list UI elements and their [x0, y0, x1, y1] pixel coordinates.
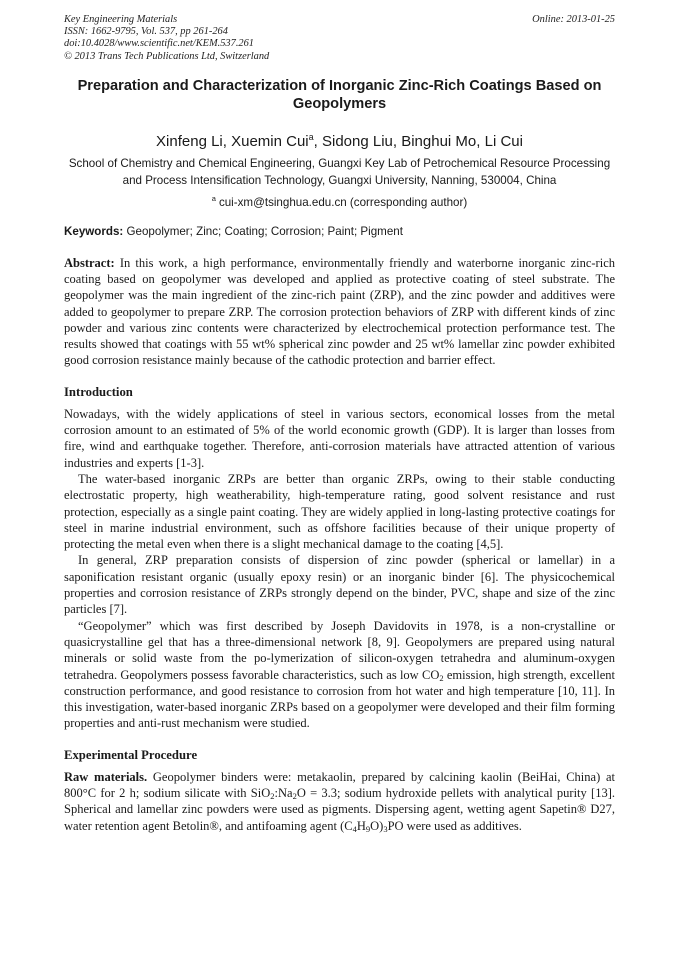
email-mark: a: [211, 193, 216, 203]
raw-text-3: O = 3.3; sodium hydroxide pellets with analytical purity [13]. Spherical and lamellar zinc powders were used as pigments. Dispersing agent, wetting agent Sapetin® D27, water retention agent Betolin®, and antifoaming agent (C: [64, 785, 615, 833]
subscript: 2: [270, 790, 275, 801]
subscript: 9: [365, 823, 371, 834]
author-affil-mark: a: [308, 131, 314, 142]
paper-title: Preparation and Characterization of Inorganic Zinc-Rich Coatings Based on Geopolymers: [77, 77, 602, 113]
author-list: [64, 128, 615, 151]
email-text[interactable]: cui-xm@tsinghua.edu.cn (corresponding author): [218, 195, 468, 209]
raw-text-2: :Na: [274, 785, 293, 800]
intro-p4-part-b: emission, high strength, excellent construction performance, and good resistance to corrosion from hot water and high temperature [10, 11]. In this investigation, water-based inorganic ZRPs based on a geopolymer were developed and their film forming properties and anti-rust mechanism were studied.: [64, 667, 615, 731]
abstract-text: In this work, a high performance, environmentally friendly and waterborne inorganic zinc-rich coating based on geopolymer was developed and applied as protective coating of steel substrate. The geopolymer was the main ingredient of the zinc-rich paint (ZRP), and the zinc powder and additives were added to geopolymer to prepare ZRP. The corrosion protection behaviors of ZRP with different kinds of zinc powder and various zinc contents were characterized by electrochemical protection performance test. The results showed that coatings with 55 wt% spherical zinc powder and 25 wt% lamellar zinc powder exhibited good corrosion resistance mainly because of the cathodic protection and barrier effect.: [64, 255, 615, 368]
running-header: [64, 14, 615, 63]
affiliation: School of Chemistry and Chemical Engineering, Guangxi Key Lab of Petrochemical Resource Processing and Process Intensification Technology, Guangxi University, Nanning, 530004, China: [68, 156, 611, 187]
intro-paragraph-3: In general, ZRP preparation consists of dispersion of zinc powder (spherical or lamellar) in a saponification resistant organic (usually epoxy resin) or an inorganic binder [6]. The physicochemical properties and corrosion resistance of ZRPs strongly depend on the binder, PVC, shape and size of the zinc particles [7].: [64, 553, 615, 617]
intro-paragraph-2: The water-based inorganic ZRPs are better than organic ZRPs, owing to their stable conducting electrostatic property, high weatherability, high-temperature rating, good solvent resistance and rust protection, especially as a single paint coating. They are widely applied in long-lasting protective coatings for steel in marine industrial environment, such as offshore facilities because of their unique property of protecting the metal even when there is a slight mechanical damage to the coating [4,5].: [64, 471, 615, 552]
keywords-text: Geopolymer; Zinc; Coating; Corrosion; Paint; Pigment: [126, 224, 403, 238]
online-date: Online: 2013-01-25: [532, 14, 615, 25]
keywords-label: Keywords:: [64, 224, 124, 238]
copyright-line: © 2013 Trans Tech Publications Ltd, Switzerland: [64, 50, 270, 62]
keywords: [64, 224, 615, 240]
raw-text-6: PO were used as additives.: [387, 818, 522, 833]
subscript: 3: [383, 823, 388, 834]
experimental-heading: Experimental Procedure: [64, 747, 198, 762]
intro-p4-part-a: “Geopolymer” which was first described by Joseph Davidovits in 1978, is a non-crystalline or quasicrystalline gel that has a three-dimensional network [8, 9]. Geopolymers are prepared using natural minerals or solid waste from the po-lymerization of silicon-oxygen tetrahedra and aluminum-oxygen tetrahedra. Geopolymers possess favorable characteristics, such as low CO: [64, 618, 615, 682]
raw-text-4: H: [356, 818, 366, 833]
co2-subscript: 2: [439, 672, 444, 683]
abstract-label: Abstract:: [64, 255, 115, 270]
raw-materials-label: Raw materials.: [64, 769, 148, 784]
authors-first: Xinfeng Li, Xuemin Cui: [156, 132, 309, 150]
raw-materials-paragraph: [64, 769, 615, 834]
issn-line: ISSN: 1662-9795, Vol. 537, pp 261-264: [64, 26, 228, 38]
doi-line[interactable]: doi:10.4028/www.scientific.net/KEM.537.261: [64, 38, 254, 50]
abstract: [64, 255, 615, 369]
paper-page: [64, 14, 615, 834]
authors-rest: , Sidong Liu, Binghui Mo, Li Cui: [313, 132, 523, 150]
subscript: 2: [292, 790, 297, 801]
raw-text-5: O): [370, 818, 384, 833]
introduction-heading: Introduction: [64, 384, 133, 399]
subscript: 4: [352, 823, 357, 834]
intro-paragraph-1: Nowadays, with the widely applications of steel in various sectors, economical losses from the metal corrosion amount to an estimated of 5% of the world economic growth (GDP). It is larger than losses from fire, wind and earthquake together. Therefore, anti-corrosion materials have attracted attention of various industries and experts [1-3].: [64, 406, 615, 470]
corresponding-email: [64, 191, 615, 211]
intro-paragraph-4: [64, 618, 615, 732]
journal-name: Key Engineering Materials: [64, 14, 178, 25]
raw-text-1: Geopolymer binders were: metakaolin, prepared by calcining kaolin (BeiHai, China) at 800°C for 2 h; sodium silicate with SiO: [64, 769, 615, 800]
